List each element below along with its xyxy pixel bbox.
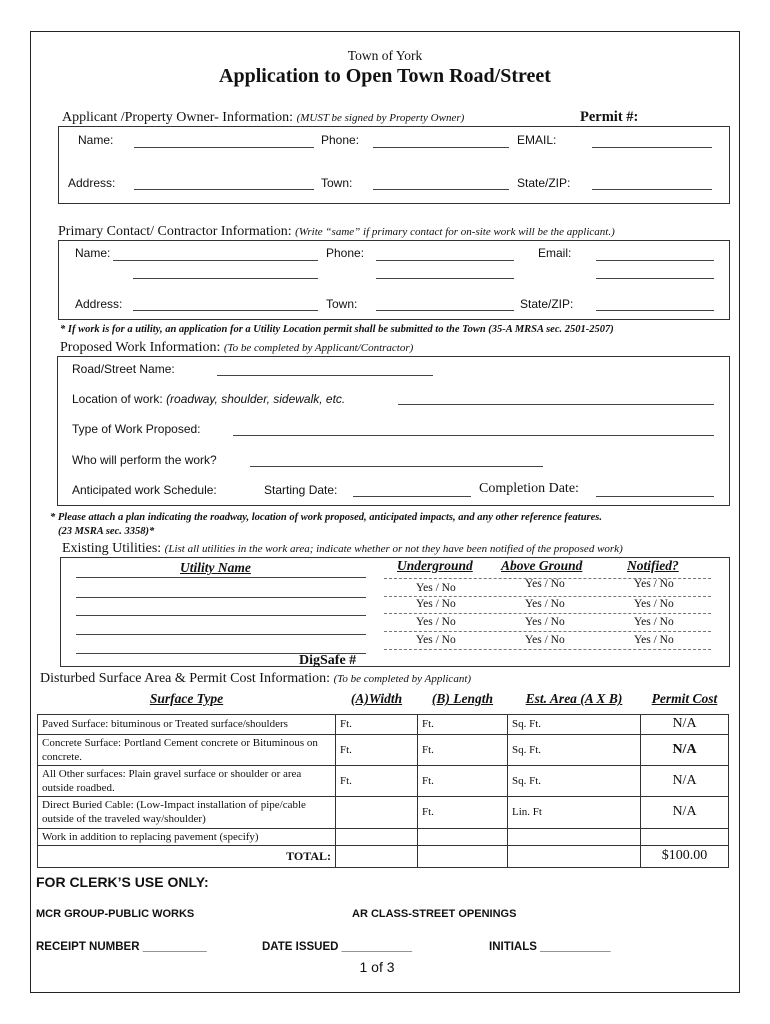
page-title: Application to Open Town Road/Street (219, 65, 551, 87)
width-cell[interactable] (336, 828, 418, 845)
applicant-address-label: Address: (68, 176, 116, 190)
completion-date-field[interactable] (596, 496, 714, 497)
table-row (38, 714, 729, 734)
contact-name-label: Name: (75, 246, 111, 260)
permit-cost-table (37, 686, 729, 868)
surface-type-cell: All Other surfaces: Plain gravel surface or shoulder or area outside roadbed. (38, 765, 336, 796)
surface-type-cell: Direct Buried Cable: (Low-Impact installation of pipe/cable outside of the traveled way/shoulder) (38, 796, 336, 828)
col-permit-cost (641, 686, 729, 714)
table-row (38, 796, 729, 828)
contact-phone-label: Phone: (326, 246, 365, 260)
col-length (418, 686, 508, 714)
above-ground-yes-no[interactable]: Yes / No (525, 598, 565, 610)
contact-heading (58, 224, 615, 240)
location-label-text: Location of work: (72, 392, 163, 406)
notified-yes-no[interactable]: Yes / No (634, 578, 674, 590)
notified-yes-no[interactable]: Yes / No (634, 598, 674, 610)
col-area-text: Est. Area (A X B) (525, 691, 623, 707)
surface-type-cell: Concrete Surface: Portland Cement concrete or Bituminous on concrete. (38, 734, 336, 765)
work-type-label: Type of Work Proposed: (72, 422, 201, 436)
surface-type-cell: Paved Surface: bituminous or Treated surface/shoulders (38, 714, 336, 734)
utility-name-field-3[interactable] (76, 615, 366, 616)
contact-email-label: Email: (538, 246, 572, 260)
applicant-address-field[interactable] (134, 189, 314, 190)
location-hint: (roadway, shoulder, sidewalk, etc. (166, 392, 346, 406)
area-cell[interactable]: Sq. Ft. (508, 714, 641, 734)
applicant-statezip-label: State/ZIP: (517, 176, 571, 190)
col-surface-type-text: Surface Type (149, 691, 224, 707)
mcr-group-label: MCR GROUP-PUBLIC WORKS (36, 908, 195, 920)
contact-town-field[interactable] (376, 310, 514, 311)
col-width-text: (A)Width (350, 691, 403, 707)
road-name-label: Road/Street Name: (72, 362, 175, 376)
location-label (72, 392, 345, 406)
proposed-heading-text: Proposed Work Information: (60, 340, 221, 355)
utility-location-note: * If work is for a utility, an application for a Utility Location permit shall be submitted to the Town (35-A MRSA sec. 2501-2507) (60, 324, 614, 335)
above-ground-yes-no[interactable]: Yes / No (525, 634, 565, 646)
applicant-phone-label: Phone: (321, 133, 360, 147)
disturbed-heading (40, 671, 471, 687)
above-ground-yes-no[interactable]: Yes / No (525, 616, 565, 628)
contact-box (58, 240, 730, 320)
utility-row-line (384, 613, 711, 614)
width-cell[interactable]: Ft. (336, 714, 418, 734)
performer-field[interactable] (250, 466, 543, 467)
col-underground: Underground (397, 558, 473, 573)
cost-cell: N/A (641, 714, 729, 734)
table-row (38, 828, 729, 845)
col-notified: Notified? (627, 558, 679, 573)
applicant-box (58, 126, 730, 204)
contact-note: (Write “same” if primary contact for on-site work will be the applicant.) (295, 226, 615, 238)
date-issued-field[interactable]: DATE ISSUED ___________ (262, 941, 413, 953)
notified-yes-no[interactable]: Yes / No (634, 634, 674, 646)
utility-name-field-4[interactable] (76, 634, 366, 635)
total-row (38, 845, 729, 867)
town-name: Town of York (347, 48, 423, 63)
plan-note: * Please attach a plan indicating the roadway, location of work proposed, anticipated impacts, and any other reference features. (50, 512, 603, 523)
length-cell[interactable]: Ft. (418, 796, 508, 828)
utility-row-line (384, 596, 711, 597)
existing-note: (List all utilities in the work area; indicate whether or not they have been notified of the proposed work) (164, 543, 623, 555)
contact-phone-field-2[interactable] (376, 278, 514, 279)
schedule-label: Anticipated work Schedule: (72, 483, 217, 497)
initials-field[interactable]: INITIALS ___________ (489, 941, 611, 953)
underground-yes-no[interactable]: Yes / No (416, 616, 456, 628)
area-cell[interactable]: Sq. Ft. (508, 734, 641, 765)
cost-cell: N/A (641, 765, 729, 796)
applicant-email-label: EMAIL: (517, 133, 557, 147)
col-area (508, 686, 641, 714)
applicant-heading-text: Applicant /Property Owner- Information: (62, 110, 294, 125)
applicant-heading (62, 110, 464, 126)
utility-row-line (384, 631, 711, 632)
surface-type-cell: Work in addition to replacing pavement (specify) (38, 828, 336, 845)
contact-statezip-field[interactable] (596, 310, 714, 311)
area-cell[interactable]: Sq. Ft. (508, 765, 641, 796)
utility-name-field-2[interactable] (76, 597, 366, 598)
contact-town-label: Town: (326, 297, 358, 311)
col-utility-name: Utility Name (180, 560, 251, 575)
completion-date-label: Completion Date: (479, 481, 579, 496)
contact-email-field[interactable] (596, 260, 714, 261)
start-date-field[interactable] (353, 496, 471, 497)
performer-label: Who will perform the work? (72, 453, 217, 467)
applicant-town-label: Town: (321, 176, 353, 190)
proposed-note: (To be completed by Applicant/Contractor) (223, 342, 414, 354)
disturbed-heading-text: Disturbed Surface Area & Permit Cost Information: (40, 671, 331, 686)
contact-address-label: Address: (75, 297, 123, 311)
utility-row-line (384, 649, 711, 650)
total-length-cell (418, 845, 508, 867)
length-cell[interactable] (418, 828, 508, 845)
applicant-name-label: Name: (78, 133, 114, 147)
col-length-text: (B) Length (431, 691, 494, 707)
contact-email-field-2[interactable] (596, 278, 714, 279)
cost-cell (641, 828, 729, 845)
permit-number-label: Permit #: (580, 109, 639, 125)
table-header-row (38, 686, 729, 714)
width-cell[interactable] (336, 796, 418, 828)
plan-note-ref: (23 MSRA sec. 3358)* (58, 526, 155, 537)
length-cell[interactable]: Ft. (418, 714, 508, 734)
work-type-field[interactable] (233, 435, 714, 436)
existing-heading (62, 541, 623, 557)
applicant-phone-field[interactable] (373, 147, 509, 148)
applicant-name-field[interactable] (134, 147, 314, 148)
col-width (336, 686, 418, 714)
total-label: TOTAL: (38, 845, 336, 867)
receipt-number-field[interactable]: RECEIPT NUMBER __________ (36, 941, 207, 953)
contact-name-field-2[interactable] (133, 278, 318, 279)
applicant-town-field[interactable] (373, 189, 509, 190)
underground-yes-no[interactable]: Yes / No (416, 582, 456, 594)
page-number: 1 of 3 (359, 959, 395, 975)
clerk-heading: FOR CLERK’S USE ONLY: (36, 874, 209, 890)
underground-yes-no[interactable]: Yes / No (416, 598, 456, 610)
existing-heading-text: Existing Utilities: (62, 541, 162, 556)
total-area-cell (508, 845, 641, 867)
total-width-cell (336, 845, 418, 867)
width-cell[interactable]: Ft. (336, 734, 418, 765)
contact-heading-text: Primary Contact/ Contractor Information: (58, 224, 292, 239)
applicant-statezip-field[interactable] (592, 189, 712, 190)
width-cell[interactable]: Ft. (336, 765, 418, 796)
location-field[interactable] (398, 404, 714, 405)
road-name-field[interactable] (217, 375, 433, 376)
start-date-label: Starting Date: (264, 483, 338, 497)
area-cell[interactable] (508, 828, 641, 845)
contact-address-field[interactable] (133, 310, 318, 311)
underground-yes-no[interactable]: Yes / No (416, 634, 456, 646)
notified-yes-no[interactable]: Yes / No (634, 616, 674, 628)
length-cell[interactable]: Ft. (418, 765, 508, 796)
table-row (38, 734, 729, 765)
total-cost: $100.00 (641, 845, 729, 867)
utility-name-field-1[interactable] (76, 577, 366, 578)
disturbed-note: (To be completed by Applicant) (333, 673, 472, 685)
digsafe-label: DigSafe # (299, 653, 357, 668)
cost-cell: N/A (641, 796, 729, 828)
applicant-note: (MUST be signed by Property Owner) (296, 112, 465, 124)
col-permit-cost-text: Permit Cost (651, 691, 718, 707)
area-cell[interactable]: Lin. Ft (508, 796, 641, 828)
proposed-heading (60, 340, 413, 356)
length-cell[interactable]: Ft. (418, 734, 508, 765)
applicant-email-field[interactable] (592, 147, 712, 148)
contact-statezip-label: State/ZIP: (520, 297, 574, 311)
contact-name-field[interactable] (113, 260, 318, 261)
cost-cell: N/A (641, 734, 729, 765)
col-surface-type (38, 686, 336, 714)
col-above-ground: Above Ground (501, 558, 583, 573)
contact-phone-field[interactable] (376, 260, 514, 261)
ar-class-label: AR CLASS-STREET OPENINGS (352, 908, 517, 920)
table-row (38, 765, 729, 796)
above-ground-yes-no[interactable]: Yes / No (525, 578, 565, 590)
